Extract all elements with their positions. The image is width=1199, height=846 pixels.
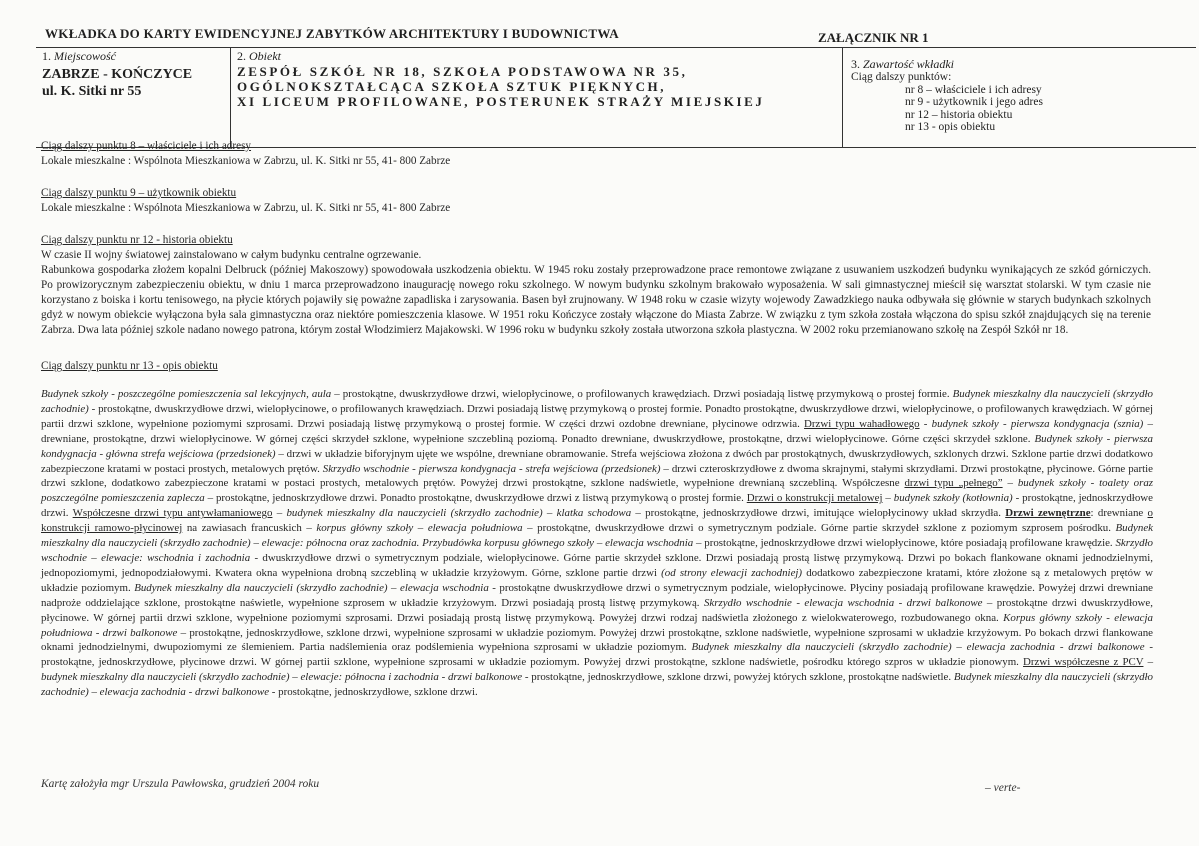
locality-name: ZABRZE - KOŃCZYCE: [42, 67, 193, 82]
desc-text: - prostokątne dwuskrzydłowe drzwi o symetrycznym podziale, wielopłycinowe. Płyciny posiadają profilowane krawędzie. Powyżej drzwi drewniane nadproże oddzielające szklone, prostokątne naświetle, wypełnione szprosem w układzie krzyżowym. Drzwi posiadają prostą listwę przymykową.: [41, 581, 1153, 609]
desc-text: –: [882, 492, 894, 505]
desc-text: budynek szkoły - pierwsza kondygnacja (sznia): [931, 417, 1144, 430]
desc-text: - prostokątne, jednoskrzydłowe drzwi.: [41, 492, 1153, 520]
object-number: 2.: [237, 49, 246, 63]
desc-text: Budynek mieszkalny dla nauczycieli (skrzydło zachodnie) – elewacje: północna oraz zachodnia. Przybudówka korpusu głównego szkoły – elewacja wschodnia: [41, 522, 1154, 550]
desc-text: na zawiasach francuskich –: [182, 522, 317, 535]
desc-text: Budynek mieszkalny dla nauczycieli (skrzydło zachodnie): [41, 388, 1153, 415]
desc-text: – prostokątne, jednoskrzydłowe, szklone drzwi, wypełnione szprosami w układzie poziomym. Powyżej drzwi prostokątne, szklone nadświetle, wypełnione szprosami w układzie krzyżowym. Po bokach drzwi flankowane oknami jednodzielnymi, dwupoziomymi ze ślemieniem. Partia nadślemienia oraz podślemienia wypełniona szprosami w układzie poziomym.: [41, 626, 1154, 654]
section-8-text: Lokale mieszkalne : Wspólnota Mieszkaniowa w Zabrzu, ul. K. Sitki nr 55, 41- 800 Zabrze: [41, 155, 451, 167]
desc-text: – prostokątne, dwuskrzydłowe drzwi o symetrycznym podziale. Górne partie skrzydeł szklone z poziomym szprosem pośrodku.: [522, 522, 1116, 535]
contents-number: 3.: [851, 57, 860, 71]
desc-text: Drzwi zewnętrzne: [1005, 507, 1091, 520]
contents-subtitle: Ciąg dalszy punktów:: [851, 71, 952, 83]
desc-text: Drzwi współczesne z PCV: [1023, 656, 1144, 669]
desc-text: –: [272, 507, 287, 520]
desc-text: Budynek mieszkalny dla nauczycieli (skrzydło zachodnie) – elewacja wschodnia: [134, 581, 489, 594]
desc-text: - prostokątne, jednoskrzydłowe, płycinowe drzwi. W górnej partii szklone, wypełnione szprosami w układzie poziomym. Powyżej drzwi prostokątne, szklone nadświetle, pośrodku którego szpros w układzie pionowym.: [41, 641, 1153, 669]
contents-item: nr 9 - użytkownik i jego adres: [905, 96, 1043, 108]
desc-text: Budynek szkoły - poszczególne pomieszczenia sal lekcyjnych, aula: [41, 388, 332, 400]
section-13-heading: Ciąg dalszy punktu nr 13 - opis obiektu: [41, 360, 218, 372]
header-table: [36, 47, 1196, 148]
object-line-2: OGÓLNOKSZTAŁCĄCA SZKOŁA SZTUK PIĘKNYCH,: [237, 79, 667, 94]
desc-text: – prostokątne, jednoskrzydłowe drzwi, imitujące wielopłycinowy układ skrzydła.: [631, 507, 1006, 520]
object-line-3: XI LICEUM PROFILOWANE, POSTERUNEK STRAŻY MIEJSKIEJ: [237, 94, 765, 109]
section-12: [41, 233, 1151, 338]
section-12-text-2: Rabunkowa gospodarka złożem kopalni Delbruck (później Makoszowy) spowodowała uszkodzenia obiektu. W 1945 roku zostały przeprowadzone prace remontowe związane z usuwaniem uszkodzeń budynku wynikających ze szkód górniczych. Po prowizorycznym zabezpieczeniu obiektu, w dniu 1 marca przeprowadzono inaugurację nowego roku szkolnego. W nowym budynku szkolnym brakowało wyposażenia. W sali gimnastycznej mieścił się warsztat stolarski. W tym czasie nie korzystano z boiska i kortu tenisowego, na płycie których pojawiły się poważne zapadliska i zarysowania. Basen był zrujnowany. W 1948 roku w czasie wizyty wojewody Zawadzkiego nauka odbywała się głównie w starych budynkach szkolnych gdyż w nowym obiekcie wyłączona była sala gimnastyczna oraz niektóre pomieszczenia klasowe. W 1951 roku Kończyce zostały włączone do Miasta Zabrze. W związku z tym szkoła została włączona do spisu szkół znajdujących się na terenie Zabrza. Dwa lata później szkole nadano nowego patrona, którym został Włodzimierz Majakowski. W 1996 roku w budynku szkoły została utworzona szkoła plastyczna. W 2002 roku przemianowano szkołę na Zespół Szkół nr 18.: [41, 264, 1151, 336]
desc-text: – drzwi w układzie biforyjnym ujęte we wspólne, drewniane obramowanie. Strefa wejściowa złożona z dwóch par prostokątnych, dwuskrzydłowych, szklonych drzwi. Szklone partie drzwi dodatkowo zabezpieczone kratami w postaci prostych, metalowych prętów.: [41, 447, 1153, 475]
verte-note: – verte-: [985, 782, 1021, 794]
section-13: [41, 359, 1151, 374]
section-8: [41, 139, 1151, 169]
object-label: Obiekt: [249, 49, 281, 63]
desc-text: - prostokątne, jednoskrzydłowe, szklone drzwi.: [269, 686, 478, 699]
locality-cell: [36, 48, 230, 147]
locality-number: 1.: [42, 49, 51, 63]
section-13-body: [41, 387, 1153, 700]
desc-text: Drzwi o konstrukcji metalowej: [746, 492, 883, 505]
section-12-text-1: W czasie II wojny światowej zainstalowano w całym budynku centralne ogrzewanie.: [41, 249, 422, 261]
object-cell: [230, 48, 843, 147]
section-9: [41, 186, 1151, 216]
desc-text: - prostokątne, dwuskrzydłowe drzwi, wielopłycinowe, o profilowanych krawędziach. Drzwi posiadają listwę przymykową o prostej formie. Ponadto prostokątne, dwuskrzydłowe drzwi, wielopłycinowe, o profilowanych krawędziach. W górnej partii drzwi szklone, wypełnione poziomymi szprosami. Drzwi posiadają listwę przymykową o prostej formie. W części drzwi ozdobne drewniane, płycinowe odrzwia.: [41, 402, 1153, 430]
desc-text: – drzwi czteroskrzydłowe z dwoma skrajnymi, stałymi skrzydłami. Drzwi prostokątne, płycinowe. Górne partie drzwi szklone, dodatkowo zabezpieczone kratami w postaci prostych, metalowych prętów. Powyżej drzwi prostokątne, szklone nadświetle, wypełnione drewnianą szczebliną. Współczesne: [41, 462, 1153, 490]
section-8-heading: Ciąg dalszy punktu 8 – właściciele i ich adresy: [41, 140, 252, 152]
author-note: Kartę założyła mgr Urszula Pawłowska, grudzień 2004 roku: [41, 778, 320, 790]
locality-label: Miejscowość: [54, 49, 116, 63]
section-12-heading: Ciąg dalszy punktu nr 12 - historia obiektu: [41, 234, 233, 246]
desc-text: -: [919, 417, 932, 430]
desc-text: korpus główny szkoły – elewacja południowa: [316, 522, 523, 535]
desc-text: – prostokątne, dwuskrzydłowe drzwi, wielopłycinowe, o profilowanych krawędziach. Drzwi posiadają listwę przymykową o prostej formie.: [331, 388, 953, 400]
locality-address: ul. K. Sitki nr 55: [42, 84, 142, 99]
contents-item: nr 8 – właściciele i ich adresy: [905, 83, 1042, 96]
contents-item: nr 13 - opis obiektu: [905, 121, 996, 133]
desc-text: dodatkowo zabezpieczone kratami, które złożone są z metalowych prętów w układzie poziomym.: [41, 566, 1153, 594]
object-line-1: ZESPÓŁ SZKÓŁ NR 18, SZKOŁA PODSTAWOWA NR 35,: [237, 64, 688, 79]
desc-text: Budynek szkoły - pierwsza kondygnacja - główna strefa wejściowa (przedsionek): [41, 432, 1153, 460]
desc-text: Budynek mieszkalny dla nauczycieli (skrzydło zachodnie) – elewacja zachodnia - drzwi balkonowe: [691, 641, 1145, 654]
contents-label: Zawartość wkładki: [863, 57, 955, 71]
desc-text: – drewniane, prostokątne, drzwi wielopłycinowe. W górnej części skrzydeł szklone, wypełnione szczebliną poziomą. Ponadto drewniane, dwuskrzydłowe, prostokątne, drzwi wielopłycinowe. Górne części skrzydeł szklone.: [41, 417, 1153, 445]
desc-text: Korpus główny szkoły - elewacja południowa - drzwi balkonowe: [41, 611, 1153, 639]
desc-text: - prostokątne, jednoskrzydłowe, szklone drzwi, powyżej których szklone, prostokątne nadświetle.: [522, 671, 954, 684]
desc-text: o konstrukcji ramowo-płycinowej: [41, 507, 1153, 535]
desc-text: – prostokątne, jednoskrzydłowe drzwi. Ponadto prostokątne, dwuskrzydłowe drzwi z listwą przymykową o prostej formie.: [204, 492, 747, 505]
section-9-heading: Ciąg dalszy punktu 9 – użytkownik obiektu: [41, 187, 237, 199]
desc-text: : drewniane: [1090, 507, 1148, 520]
desc-text: budynek szkoły (kotłownia): [893, 492, 1013, 505]
document-title: WKŁADKA DO KARTY EWIDENCYJNEJ ZABYTKÓW ARCHITEKTURY I BUDOWNICTWA: [45, 26, 619, 41]
desc-text: Budynek mieszkalny dla nauczycieli (skrzydło zachodnie) – elewacja zachodnia - drzwi balkonowe: [41, 671, 1153, 699]
desc-text: Skrzydło wschodnie – elewacje: wschodnia i zachodnia: [41, 537, 1153, 564]
desc-text: Skrzydło wschodnie - elewacja wschodnia - drzwi balkonowe: [703, 596, 983, 609]
section-9-text: Lokale mieszkalne : Wspólnota Mieszkaniowa w Zabrzu, ul. K. Sitki nr 55, 41- 800 Zabrze: [41, 202, 451, 214]
desc-text: (od strony elewacji zachodniej): [661, 566, 803, 579]
desc-text: budynek mieszkalny dla nauczycieli (skrzydło zachodnie) – elewacje: północna i zachodnia - drzwi balkonowe: [41, 671, 523, 684]
desc-text: Skrzydło wschodnie - pierwsza kondygnacja - strefa wejściowa (przedsionek): [322, 462, 661, 475]
desc-text: – prostokątne drzwi dwuskrzydłowe, płycinowe. W górnej partii drzwi szklone, wypełnione poziomymi szprosami. Drzwi posiadają prostą listwę przymykową. Powyżej drzwi rodzaj nadświetla złożonego z wielokwaterowego, rozbudowanego okna.: [41, 596, 1153, 624]
desc-text: budynek mieszkalny dla nauczycieli (skrzydło zachodnie) – klatka schodowa: [286, 507, 632, 520]
contents-item: nr 12 – historia obiektu: [905, 108, 1013, 121]
contents-cell: [842, 48, 1197, 147]
desc-text: – prostokątne, jednoskrzydłowe drzwi wielopłycinowe, które posiadają profilowane krawędzie.: [693, 537, 1116, 550]
desc-text: Współczesne drzwi typu antywłamaniowego: [72, 507, 273, 520]
desc-text: drzwi typu „pełnego”: [904, 477, 1003, 490]
desc-text: Drzwi typu wahadłowego: [804, 417, 920, 430]
desc-text: –: [1002, 477, 1018, 490]
desc-text: –: [1143, 656, 1154, 669]
annex-label: ZAŁĄCZNIK NR 1: [818, 30, 929, 45]
desc-text: - dwuskrzydłowe drzwi o symetrycznym podziale, wielopłycinowe. Górne partie skrzydeł szklone. Drzwi posiadają prostą listwę przymykową. Drzwi po bokach flankowane oknami jednodzielnymi, jednopoziomymi, jednopodziałowymi. Kwatera okna wypełniona drobną szczebliną w układzie krzyżowym. Górne, szklone partie drzwi: [41, 551, 1153, 579]
desc-text: budynek szkoły - toalety oraz poszczególne pomieszczenia zaplecza: [41, 477, 1154, 505]
